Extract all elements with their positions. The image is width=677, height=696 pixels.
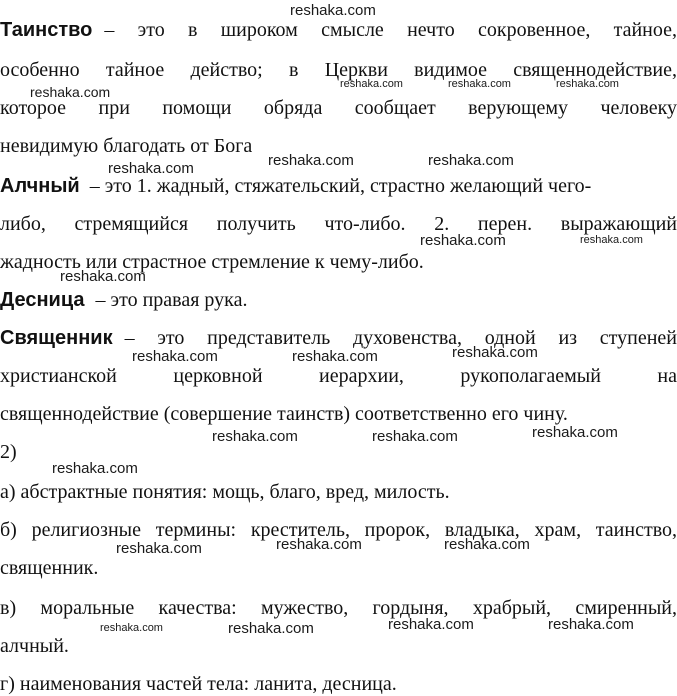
watermark: reshaka.com [340,78,403,90]
watermark: reshaka.com [372,428,458,445]
watermark: reshaka.com [212,428,298,445]
group-b-cont: священник. [0,557,99,579]
watermark: reshaka.com [428,152,514,169]
watermark: reshaka.com [388,616,474,633]
watermark: reshaka.com [228,620,314,637]
term-desnitsa: Десница [0,289,85,311]
definition-text: – это правая рука. [95,289,248,311]
watermark: reshaka.com [452,344,538,361]
watermark: reshaka.com [580,234,643,246]
group-v-cont: алчный. [0,635,69,657]
watermark: reshaka.com [548,616,634,633]
watermark: reshaka.com [292,348,378,365]
definition-desnitsa-line-1 [0,288,677,312]
group-a: а) абстрактные понятия: мощь, благо, вред, милость. [0,481,450,503]
watermark: reshaka.com [444,536,530,553]
definition-text: особенно тайное действо; в Церкви видимое священнодействие, [0,59,677,81]
group-b: б) религиозные термины: креститель, пророк, владыка, храм, таинство, [0,519,677,541]
watermark: reshaka.com [290,2,376,19]
term-tainstvo: Таинство [0,19,93,41]
definition-alchny-line-1 [0,174,677,198]
watermark: reshaka.com [60,268,146,285]
watermark: reshaka.com [116,540,202,557]
watermark: reshaka.com [276,536,362,553]
watermark: reshaka.com [30,84,111,100]
definition-text: невидимую благодать от Бога [0,135,253,157]
definition-text: – это представитель духовенства, одной из ступеней [124,327,677,349]
watermark: reshaka.com [532,424,618,441]
group-g: г) наименования частей тела: ланита, десница. [0,673,397,695]
definition-text: христианской церковной иерархии, рукополагаемый на [0,365,677,387]
watermark: reshaka.com [448,78,511,90]
group-v: в) моральные качества: мужество, гордыня, храбрый, смиренный, [0,597,677,619]
definition-text: – это 1. жадный, стяжательский, страстно желающий чего- [89,175,592,197]
watermark: reshaka.com [108,160,194,177]
section-number: 2) [0,441,17,463]
term-svyashchennik: Священник [0,327,113,349]
definition-text: либо, стремящийся получить что-либо. 2. перен. выражающий [0,213,677,235]
definition-text: священнодействие (совершение таинств) соответственно его чину. [0,403,568,425]
definition-text: жадность или страстное стремление к чему-либо. [0,251,424,273]
watermark: reshaka.com [132,348,218,365]
watermark: reshaka.com [420,232,506,249]
term-alchny: Алчный [0,175,80,197]
watermark: reshaka.com [100,622,163,634]
watermark: reshaka.com [268,152,354,169]
watermark: reshaka.com [556,78,619,90]
definition-text: – это в широком смысле нечто сокровенное, тайное, [104,19,677,41]
definition-text: которое при помощи обряда сообщает верующему человеку [0,97,677,119]
definition-tainstvo-line-1 [0,18,677,42]
definition-svyashchennik-line-1 [0,326,677,350]
watermark: reshaka.com [52,460,138,477]
